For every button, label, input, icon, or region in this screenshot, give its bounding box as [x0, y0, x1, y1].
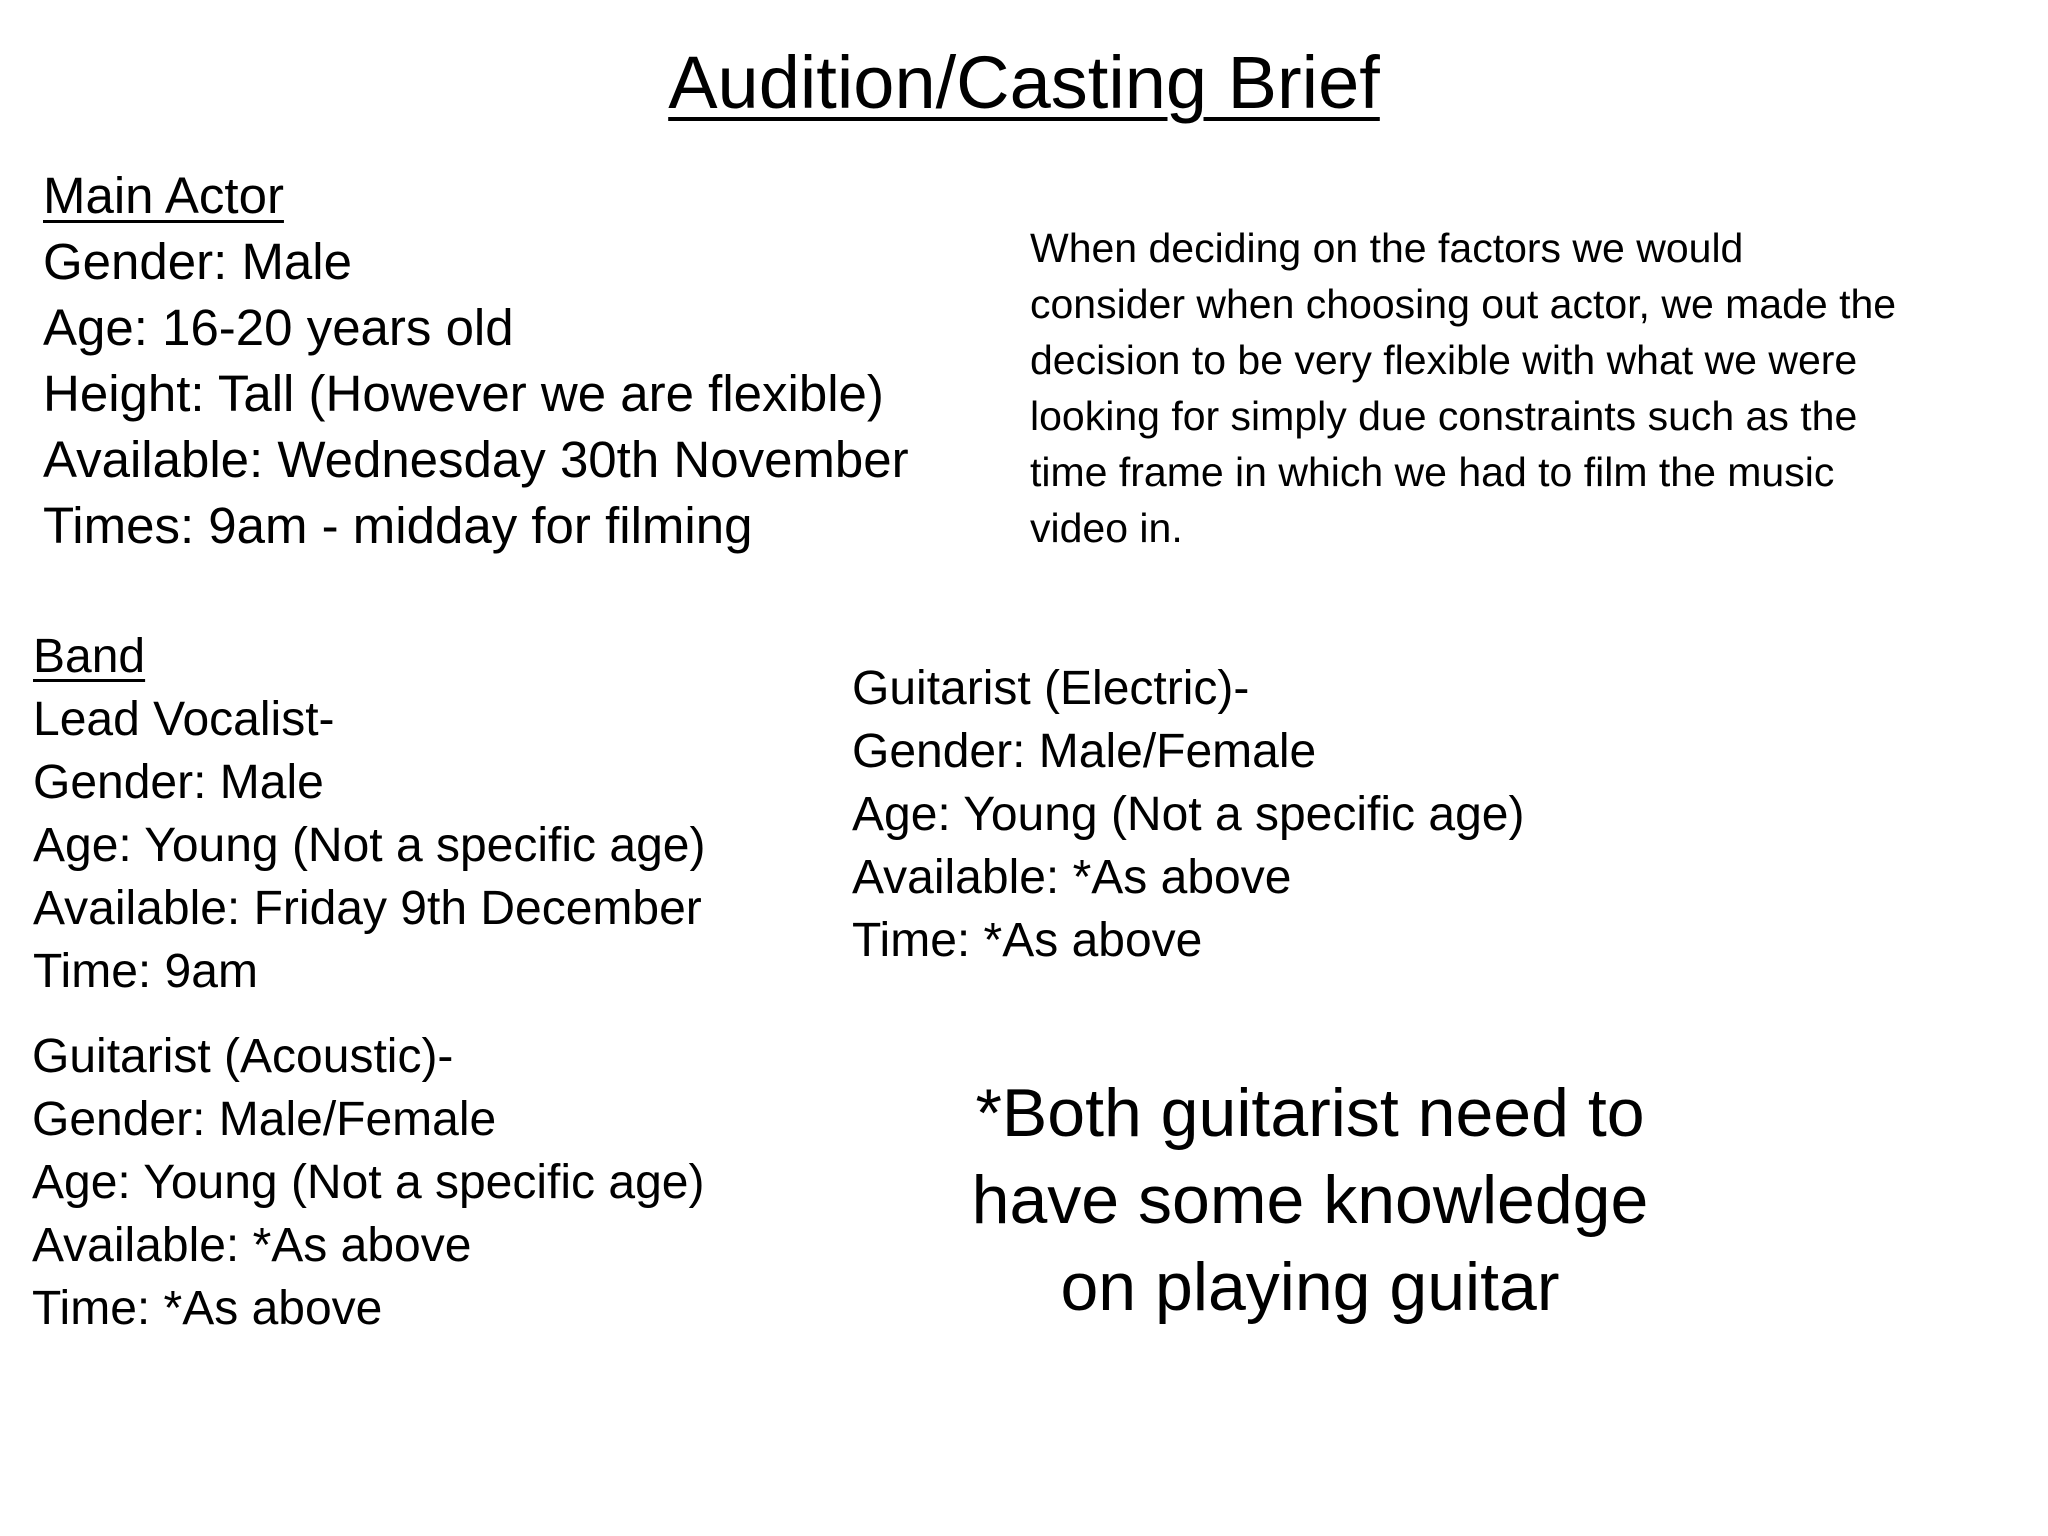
band-section — [33, 625, 705, 1003]
guitarist-electric-gender: Gender: Male/Female — [852, 725, 1317, 778]
guitarist-acoustic-availability: Available: *As above — [32, 1219, 472, 1272]
guitarist-acoustic-age: Age: Young (Not a specific age) — [32, 1156, 705, 1209]
guitarist-acoustic-time: Time: *As above — [32, 1282, 383, 1335]
guitarist-acoustic-label: Guitarist (Acoustic)- — [32, 1030, 454, 1083]
guitarist-acoustic-gender: Gender: Male/Female — [32, 1093, 497, 1146]
lead-vocalist-availability: Available: Friday 9th December — [33, 882, 702, 935]
main-actor-heading: Main Actor — [43, 167, 284, 224]
lead-vocalist-age: Age: Young (Not a specific age) — [33, 819, 706, 872]
explanation-line: looking for simply due constraints such as the — [1030, 393, 1858, 439]
explanation-line: When deciding on the factors we would — [1030, 225, 1744, 271]
guitarist-electric-age: Age: Young (Not a specific age) — [852, 788, 1525, 841]
guitarist-acoustic-section — [32, 1025, 704, 1340]
main-actor-section — [43, 163, 909, 559]
note-line: *Both guitarist need to — [975, 1075, 1645, 1151]
note-line: on playing guitar — [1060, 1249, 1560, 1325]
explanation-line: time frame in which we had to film the music — [1030, 449, 1835, 495]
guitarist-electric-section — [852, 657, 1524, 972]
explanation-line: video in. — [1030, 505, 1183, 551]
main-actor-availability: Available: Wednesday 30th November — [43, 431, 909, 488]
guitarist-electric-time: Time: *As above — [852, 914, 1203, 967]
guitar-knowledge-note — [900, 1070, 1720, 1331]
explanation-line: consider when choosing out actor, we made the — [1030, 281, 1897, 327]
guitarist-electric-label: Guitarist (Electric)- — [852, 662, 1250, 715]
lead-vocalist-time: Time: 9am — [33, 945, 258, 998]
main-actor-height: Height: Tall (However we are flexible) — [43, 365, 884, 422]
guitarist-electric-availability: Available: *As above — [852, 851, 1292, 904]
main-actor-age: Age: 16-20 years old — [43, 299, 514, 356]
lead-vocalist-label: Lead Vocalist- — [33, 693, 335, 746]
explanation-paragraph — [1030, 220, 2030, 556]
note-line: have some knowledge — [971, 1162, 1649, 1238]
main-actor-times: Times: 9am - midday for filming — [43, 497, 753, 554]
explanation-line: decision to be very flexible with what we were — [1030, 337, 1858, 383]
band-heading: Band — [33, 630, 146, 683]
page-title: Audition/Casting Brief — [668, 41, 1380, 124]
lead-vocalist-gender: Gender: Male — [33, 756, 324, 809]
main-actor-gender: Gender: Male — [43, 233, 352, 290]
